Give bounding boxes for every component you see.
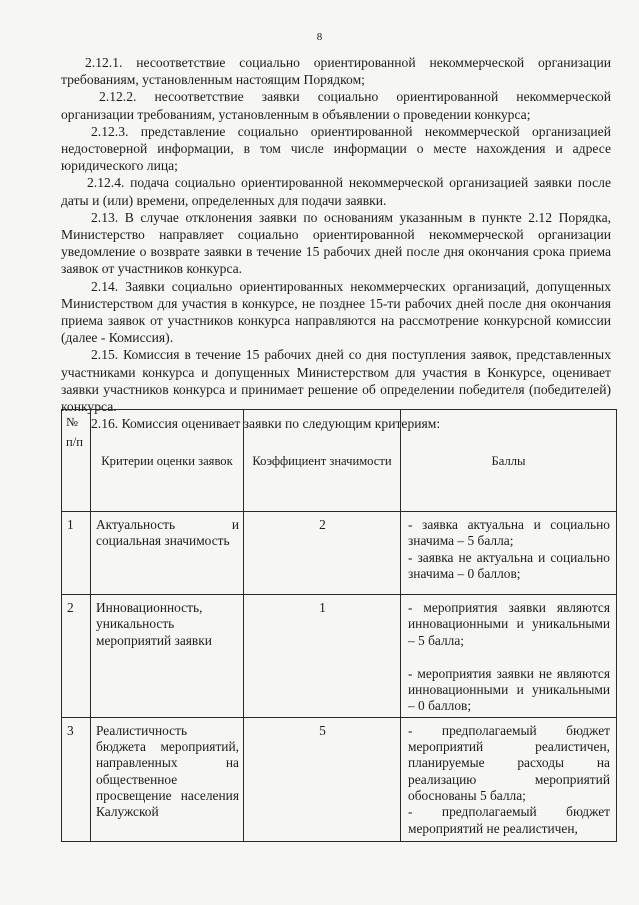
criterion-cell: Реалистичность бюджета мероприятий, направленных на общественное просвещение населения Калужской xyxy=(91,717,244,841)
coefficient-cell: 1 xyxy=(244,595,401,718)
row-number: 2 xyxy=(62,595,91,718)
points-cell xyxy=(401,717,617,841)
paragraph-2-12-4: 2.12.4. подача социально ориентированной некоммерческой организацией заявки после даты и (или) времени, определенных для подачи заявки. xyxy=(61,175,611,208)
table-row xyxy=(62,512,617,595)
row-number: 3 xyxy=(62,717,91,841)
header-points: Баллы xyxy=(401,410,617,512)
points-line: - предполагаемый бюджет мероприятий не реалистичен, xyxy=(408,804,610,836)
points-line: - заявка актуальна и социально значима – 5 балла; xyxy=(408,517,610,549)
criterion-cell: Актуальность и социальная значимость xyxy=(91,512,244,595)
header-coefficient: Коэффициент значимости xyxy=(244,410,401,512)
paragraph-2-12-3: 2.12.3. представление социально ориентированной некоммерческой организацией недостоверной информации, в том числе информации о месте нахождения и адресе юридического лица; xyxy=(61,123,611,174)
paragraph-2-13: 2.13. В случае отклонения заявки по основаниям указанным в пункте 2.12 Порядка, Министерство направляет социально ориентированной некоммерческой организации уведомление о возврате заявки в течение 15 рабочих дней после дня окончания срока приема заявок от участников конкурса. xyxy=(61,209,611,277)
criteria-table xyxy=(61,409,617,842)
points-cell xyxy=(401,595,617,718)
points-line: - мероприятия заявки не являются инновационными и уникальными – 0 баллов; xyxy=(408,665,610,714)
points-cell xyxy=(401,512,617,595)
paragraph-2-12-1: 2.12.1. несоответствие социально ориентированной некоммерческой организации требованиям, установленным настоящим Порядком; xyxy=(61,55,611,88)
paragraph-2-14: 2.14. Заявки социально ориентированных некоммерческих организаций, допущенных Министерством для участия в конкурсе, не позднее 15-ти рабочих дней после дня окончания приема заявок от участников конкурса направляются на рассмотрение конкурсной комиссии (далее - Комиссия). xyxy=(61,278,611,346)
coefficient-cell: 2 xyxy=(244,512,401,595)
page-number: 8 xyxy=(316,31,323,43)
points-line: - заявка не актуальна и социально значима – 0 баллов; xyxy=(408,549,610,581)
header-criteria: Критерии оценки заявок xyxy=(91,410,244,512)
document-body xyxy=(61,54,611,432)
coefficient-cell: 5 xyxy=(244,717,401,841)
table-row xyxy=(62,717,617,841)
points-line: - мероприятия заявки являются инновационными и уникальными – 5 балла; xyxy=(408,600,610,648)
header-num: № п/п xyxy=(62,410,91,512)
paragraph-2-12-2: 2.12.2. несоответствие заявки социально ориентированной некоммерческой организации требованиям, установленным в объявлении о проведении конкурса; xyxy=(61,89,611,122)
criterion-cell: Инновационность, уникальность мероприятий заявки xyxy=(91,595,244,718)
table-header-row xyxy=(62,410,617,512)
paragraph-2-15: 2.15. Комиссия в течение 15 рабочих дней со дня поступления заявок, представленных участниками конкурса и допущенных Министерством для участия в Конкурсе, оценивает заявки участников конкурса и принимает решение об определении победителя (победителей) конкурса. xyxy=(61,347,611,415)
paragraph-2-16: 2.16. Комиссия оценивает заявки по следующим критериям: xyxy=(91,416,441,432)
points-line: - предполагаемый бюджет мероприятий реалистичен, планируемые расходы на реализацию мероприятий обоснованы 5 балла; xyxy=(408,722,610,803)
points-spacer xyxy=(408,649,610,666)
row-number: 1 xyxy=(62,512,91,595)
table-row xyxy=(62,595,617,718)
